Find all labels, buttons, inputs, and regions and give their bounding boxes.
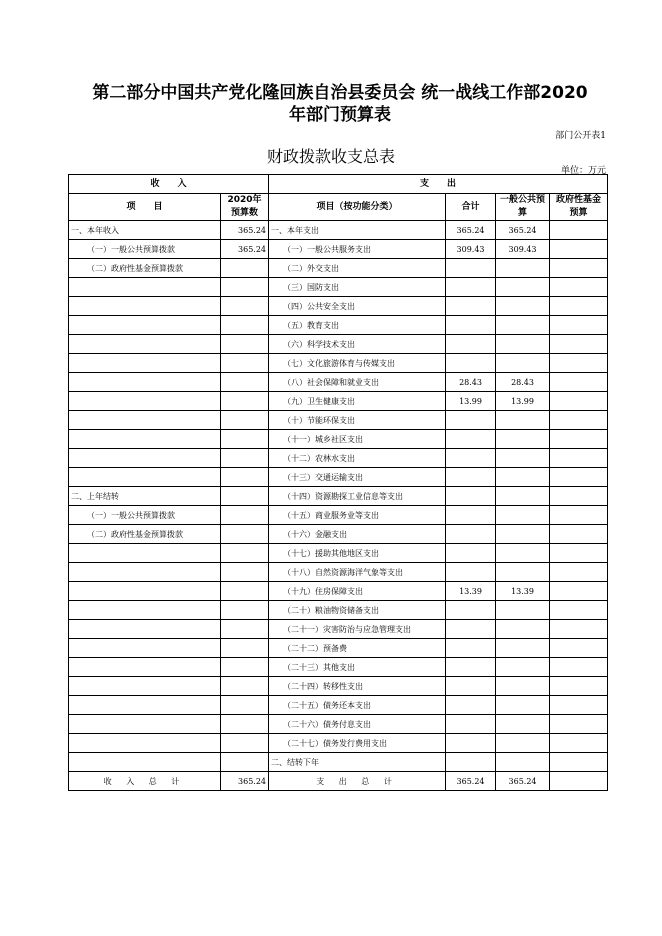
expense-fund-cell — [550, 753, 608, 772]
table-row — [69, 620, 608, 639]
table-row — [69, 696, 608, 715]
income-item-cell — [69, 639, 221, 658]
expense-fund-cell — [550, 582, 608, 601]
expense-fund-cell — [550, 525, 608, 544]
income-amount-cell — [221, 734, 269, 753]
expense-fund-cell — [550, 316, 608, 335]
col-header-budget: 2020年预算数 — [221, 194, 269, 221]
expense-item-cell: （十二）农林水支出 — [269, 449, 446, 468]
income-item-cell — [69, 658, 221, 677]
income-item-cell — [69, 696, 221, 715]
income-amount-cell — [221, 506, 269, 525]
expense-header: 支 出 — [269, 175, 608, 194]
table-row — [69, 430, 608, 449]
expense-general-cell — [496, 278, 550, 297]
expense-item-cell: （十三）交通运输支出 — [269, 468, 446, 487]
table-row — [69, 753, 608, 772]
expense-fund-cell — [550, 240, 608, 259]
expense-total-cell — [446, 525, 496, 544]
col-header-general: 一般公共预算 — [496, 194, 550, 221]
income-item-cell: （二）政府性基金预算拨款 — [69, 525, 221, 544]
table-row — [69, 335, 608, 354]
expense-general-cell — [496, 506, 550, 525]
expense-item-cell: （十七）援助其他地区支出 — [269, 544, 446, 563]
expense-fund-cell — [550, 259, 608, 278]
expense-item-cell: （十）节能环保支出 — [269, 411, 446, 430]
table-row — [69, 354, 608, 373]
expense-item-cell: （二）外交支出 — [269, 259, 446, 278]
expense-item-cell: （二十三）其他支出 — [269, 658, 446, 677]
expense-item-cell: （十四）资源勘探工业信息等支出 — [269, 487, 446, 506]
expense-item-cell: （五）教育支出 — [269, 316, 446, 335]
expense-fund-cell — [550, 601, 608, 620]
income-amount-cell — [221, 278, 269, 297]
table-row — [69, 449, 608, 468]
expense-total-cell — [446, 715, 496, 734]
expense-total-cell — [446, 696, 496, 715]
expense-total-cell — [446, 506, 496, 525]
expense-fund-cell — [550, 715, 608, 734]
table-row — [69, 544, 608, 563]
expense-fund-cell — [550, 563, 608, 582]
income-amount-cell — [221, 563, 269, 582]
expense-total-cell: 28.43 — [446, 373, 496, 392]
income-amount-cell — [221, 354, 269, 373]
expense-item-cell: （八）社会保障和就业支出 — [269, 373, 446, 392]
income-item-cell — [69, 297, 221, 316]
expense-general-cell — [496, 753, 550, 772]
expense-fund-cell — [550, 734, 608, 753]
header-row-2 — [69, 194, 608, 221]
table-subtitle: 财政拨款收支总表 — [266, 147, 395, 166]
expense-fund-cell — [550, 487, 608, 506]
document-label: 部门公开表1 — [555, 131, 606, 141]
expense-fund-cell — [550, 221, 608, 240]
expense-total-cell: 365.24 — [446, 221, 496, 240]
expense-item-cell: （十九）住房保障支出 — [269, 582, 446, 601]
expense-item-cell: （二十）粮油物资储备支出 — [269, 601, 446, 620]
table-row — [69, 487, 608, 506]
expense-fund-cell — [550, 449, 608, 468]
expense-item-cell: （九）卫生健康支出 — [269, 392, 446, 411]
income-item-cell: 二、上年结转 — [69, 487, 221, 506]
expense-general-cell — [496, 449, 550, 468]
income-item-cell — [69, 677, 221, 696]
expense-item-cell: （六）科学技术支出 — [269, 335, 446, 354]
expense-general-cell: 13.99 — [496, 392, 550, 411]
table-row — [69, 221, 608, 240]
expense-total-cell — [446, 278, 496, 297]
income-total-amount: 365.24 — [221, 772, 269, 791]
table-row — [69, 525, 608, 544]
expense-item-cell: （二十四）转移性支出 — [269, 677, 446, 696]
expense-item-cell: （十五）商业服务业等支出 — [269, 506, 446, 525]
expense-general-cell — [496, 639, 550, 658]
expense-total-cell — [446, 354, 496, 373]
expense-fund-cell — [550, 354, 608, 373]
expense-fund-cell — [550, 278, 608, 297]
income-item-cell: （一）一般公共预算拨款 — [69, 506, 221, 525]
expense-general-cell — [496, 677, 550, 696]
table-row — [69, 734, 608, 753]
income-amount-cell — [221, 620, 269, 639]
expense-general-cell: 13.39 — [496, 582, 550, 601]
expense-fund-cell — [550, 696, 608, 715]
income-amount-cell — [221, 696, 269, 715]
col-header-total: 合计 — [446, 194, 496, 221]
expense-total-cell — [446, 677, 496, 696]
expense-total-cell — [446, 468, 496, 487]
expense-fund-cell — [550, 544, 608, 563]
document-title — [60, 82, 620, 126]
table-row — [69, 677, 608, 696]
income-item-cell: 一、本年收入 — [69, 221, 221, 240]
expense-total-label: 支 出 总 计 — [269, 772, 446, 791]
income-amount-cell — [221, 544, 269, 563]
table-row — [69, 563, 608, 582]
expense-fund-cell — [550, 677, 608, 696]
income-item-cell — [69, 411, 221, 430]
expense-fund-cell — [550, 639, 608, 658]
expense-total-cell — [446, 259, 496, 278]
expense-fund-cell — [550, 468, 608, 487]
expense-general-cell — [496, 297, 550, 316]
expense-general-cell — [496, 411, 550, 430]
col-header-fund: 政府性基金预算 — [550, 194, 608, 221]
income-amount-cell — [221, 487, 269, 506]
title-line-1: 第二部分中国共产党化隆回族自治县委员会 统一战线工作部2020 — [92, 83, 588, 103]
table-row — [69, 582, 608, 601]
income-item-cell — [69, 620, 221, 639]
expense-item-cell: （二十五）债务还本支出 — [269, 696, 446, 715]
expense-fund-cell — [550, 620, 608, 639]
expense-fund-cell — [550, 430, 608, 449]
expense-total-cell — [446, 449, 496, 468]
col-header-item: 项 目 — [69, 194, 221, 221]
table-body — [69, 221, 608, 772]
income-item-cell — [69, 335, 221, 354]
expense-general-cell — [496, 468, 550, 487]
expense-general-cell: 309.43 — [496, 240, 550, 259]
expense-item-cell: （七）文化旅游体育与传媒支出 — [269, 354, 446, 373]
expense-total-cell — [446, 487, 496, 506]
expense-total-amount: 365.24 — [446, 772, 496, 791]
expense-general-cell — [496, 316, 550, 335]
income-amount-cell — [221, 658, 269, 677]
income-amount-cell — [221, 259, 269, 278]
income-item-cell — [69, 563, 221, 582]
expense-general-cell — [496, 354, 550, 373]
table-row — [69, 601, 608, 620]
unit-label: 单位：万元 — [560, 166, 606, 176]
expense-item-cell: （十一）城乡社区支出 — [269, 430, 446, 449]
income-item-cell: （一）一般公共预算拨款 — [69, 240, 221, 259]
expense-item-cell: （二十六）债务付息支出 — [269, 715, 446, 734]
expense-fund-cell — [550, 373, 608, 392]
income-item-cell — [69, 734, 221, 753]
income-item-cell — [69, 373, 221, 392]
income-amount-cell — [221, 297, 269, 316]
income-amount-cell — [221, 582, 269, 601]
expense-item-cell: 二、结转下年 — [269, 753, 446, 772]
expense-general-cell — [496, 525, 550, 544]
table-row — [69, 658, 608, 677]
income-item-cell — [69, 316, 221, 335]
income-item-cell — [69, 392, 221, 411]
expense-total-cell — [446, 734, 496, 753]
income-amount-cell — [221, 373, 269, 392]
expense-general-cell — [496, 544, 550, 563]
expense-item-cell: （四）公共安全支出 — [269, 297, 446, 316]
budget-table — [68, 174, 608, 791]
expense-item-cell: （三）国防支出 — [269, 278, 446, 297]
expense-fund-cell — [550, 335, 608, 354]
expense-total-cell — [446, 297, 496, 316]
income-item-cell — [69, 582, 221, 601]
expense-fund-cell — [550, 392, 608, 411]
income-amount-cell — [221, 316, 269, 335]
income-amount-cell: 365.24 — [221, 221, 269, 240]
income-item-cell — [69, 544, 221, 563]
title-line-2: 年部门预算表 — [289, 105, 391, 125]
expense-general-cell — [496, 696, 550, 715]
expense-total-cell — [446, 316, 496, 335]
expense-general-cell — [496, 259, 550, 278]
income-item-cell — [69, 753, 221, 772]
expense-fund-cell — [550, 658, 608, 677]
income-amount-cell — [221, 392, 269, 411]
expense-total-cell — [446, 335, 496, 354]
income-header: 收 入 — [69, 175, 269, 194]
income-amount-cell — [221, 677, 269, 696]
income-item-cell — [69, 354, 221, 373]
income-item-cell — [69, 278, 221, 297]
expense-total-cell — [446, 544, 496, 563]
table-row — [69, 297, 608, 316]
expense-general-cell: 365.24 — [496, 221, 550, 240]
expense-general-cell — [496, 487, 550, 506]
expense-general-cell — [496, 734, 550, 753]
income-amount-cell — [221, 449, 269, 468]
expense-general-cell — [496, 601, 550, 620]
income-amount-cell — [221, 601, 269, 620]
table-row — [69, 373, 608, 392]
expense-total-cell — [446, 658, 496, 677]
income-item-cell — [69, 601, 221, 620]
expense-item-cell: （二十一）灾害防治与应急管理支出 — [269, 620, 446, 639]
expense-item-cell: （二十七）债务发行费用支出 — [269, 734, 446, 753]
expense-total-fund — [550, 772, 608, 791]
table-row — [69, 259, 608, 278]
income-amount-cell — [221, 335, 269, 354]
expense-item-cell: （二十二）预备费 — [269, 639, 446, 658]
expense-general-cell — [496, 658, 550, 677]
income-amount-cell — [221, 430, 269, 449]
income-amount-cell — [221, 639, 269, 658]
totals-row — [69, 772, 608, 791]
expense-general-cell — [496, 335, 550, 354]
table-row — [69, 639, 608, 658]
expense-general-cell: 28.43 — [496, 373, 550, 392]
expense-total-cell: 309.43 — [446, 240, 496, 259]
header-row-1 — [69, 175, 608, 194]
income-amount-cell — [221, 715, 269, 734]
income-item-cell: （二）政府性基金预算拨款 — [69, 259, 221, 278]
table-row — [69, 240, 608, 259]
expense-item-cell: （十六）金融支出 — [269, 525, 446, 544]
expense-general-cell — [496, 430, 550, 449]
income-amount-cell — [221, 411, 269, 430]
table-row — [69, 468, 608, 487]
expense-total-cell — [446, 563, 496, 582]
expense-total-cell — [446, 601, 496, 620]
expense-total-cell: 13.99 — [446, 392, 496, 411]
income-amount-cell — [221, 753, 269, 772]
expense-total-general: 365.24 — [496, 772, 550, 791]
table-row — [69, 411, 608, 430]
expense-general-cell — [496, 715, 550, 734]
table-row — [69, 392, 608, 411]
income-amount-cell — [221, 468, 269, 487]
expense-total-cell — [446, 430, 496, 449]
income-item-cell — [69, 430, 221, 449]
income-total-label: 收 入 总 计 — [69, 772, 221, 791]
table-row — [69, 278, 608, 297]
expense-item-cell: 一、本年支出 — [269, 221, 446, 240]
expense-fund-cell — [550, 297, 608, 316]
table-row — [69, 316, 608, 335]
expense-general-cell — [496, 620, 550, 639]
income-item-cell — [69, 468, 221, 487]
expense-total-cell — [446, 411, 496, 430]
income-item-cell — [69, 715, 221, 734]
expense-total-cell — [446, 639, 496, 658]
income-amount-cell — [221, 525, 269, 544]
income-amount-cell: 365.24 — [221, 240, 269, 259]
table-row — [69, 715, 608, 734]
expense-total-cell — [446, 753, 496, 772]
table-row — [69, 506, 608, 525]
expense-item-cell: （十八）自然资源海洋气象等支出 — [269, 563, 446, 582]
expense-general-cell — [496, 563, 550, 582]
expense-total-cell: 13.39 — [446, 582, 496, 601]
expense-fund-cell — [550, 411, 608, 430]
income-item-cell — [69, 449, 221, 468]
col-header-func-item: 项目（按功能分类） — [269, 194, 446, 221]
expense-item-cell: （一）一般公共服务支出 — [269, 240, 446, 259]
expense-fund-cell — [550, 506, 608, 525]
expense-total-cell — [446, 620, 496, 639]
